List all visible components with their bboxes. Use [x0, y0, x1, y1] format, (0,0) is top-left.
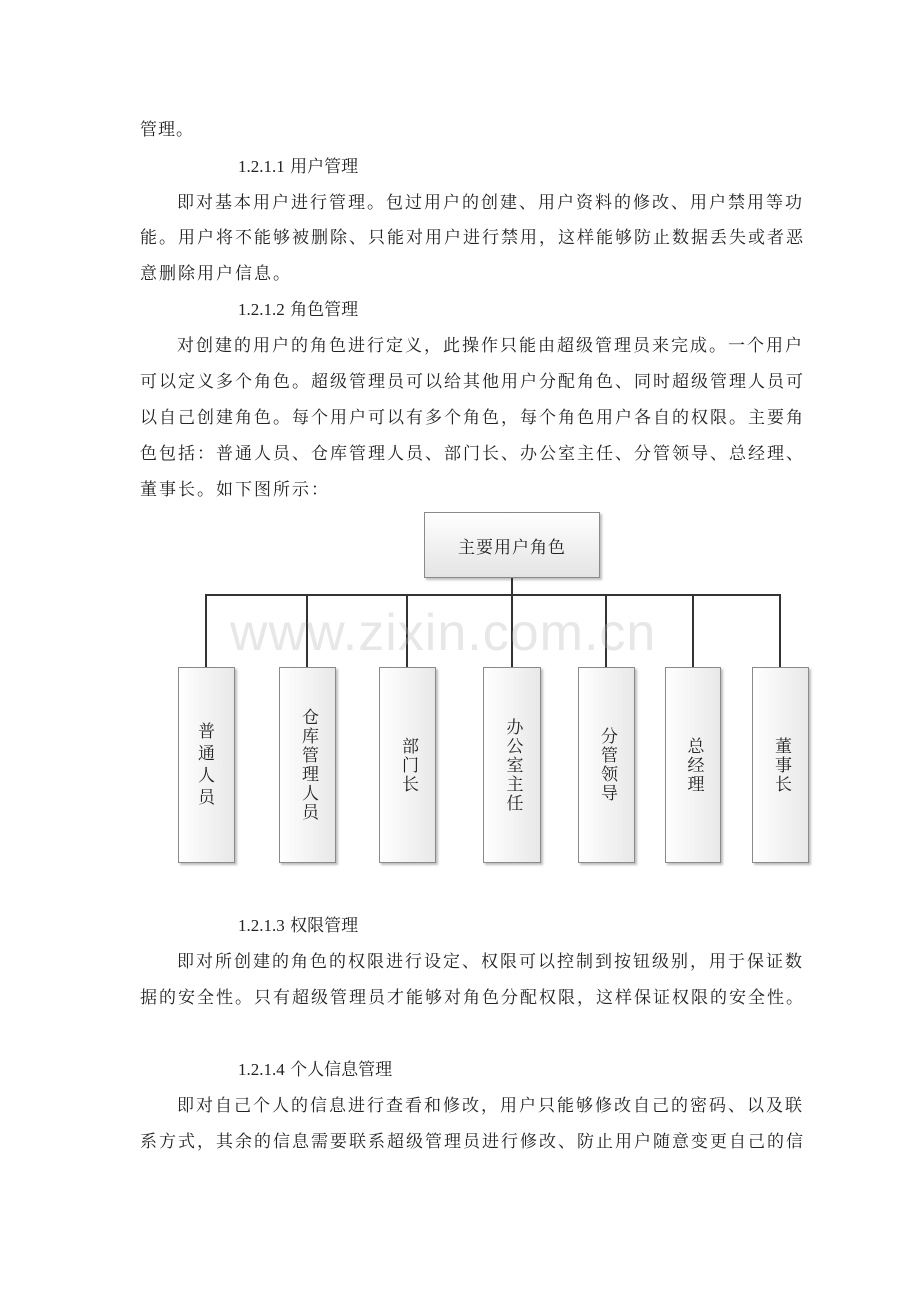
heading-number: 1.2.1.1	[238, 157, 285, 176]
paragraph-line: 能。用户将不能够被删除、只能对用户进行禁用，这样能够防止数据丢失或者恶	[140, 228, 805, 248]
org-chart-leaf	[752, 667, 809, 863]
leaf-label: 总经理	[683, 736, 704, 794]
paragraph-line: 董事长。如下图所示：	[140, 480, 330, 500]
heading-title: 权限管理	[290, 916, 359, 936]
leaf-label: 董事长	[771, 736, 791, 794]
org-chart-leaf	[279, 667, 336, 863]
leaf-label: 普通人员	[198, 722, 215, 808]
paragraph-line: 对创建的用户的角色进行定义，此操作只能由超级管理员来完成。一个用户	[177, 336, 804, 356]
section-heading-1-2-1-3	[238, 914, 358, 938]
org-chart-root: 主要用户角色	[424, 512, 600, 578]
paragraph-line: 系方式，其余的信息需要联系超级管理员进行修改、防止用户随意变更自己的信	[140, 1132, 805, 1152]
org-chart-leaf	[665, 667, 721, 863]
connector-line	[779, 594, 781, 667]
leaf-label: 分管领导	[597, 727, 617, 803]
org-chart-leaf	[578, 667, 635, 863]
org-chart-leaf	[178, 667, 235, 863]
paragraph-line: 即对所创建的角色的权限进行设定、权限可以控制到按钮级别，用于保证数	[177, 952, 804, 972]
org-chart-leaf	[483, 667, 541, 863]
paragraph-line: 意删除用户信息。	[140, 264, 292, 284]
leaf-label: 部门长	[398, 736, 418, 794]
paragraph-line: 据的安全性。只有超级管理员才能够对角色分配权限，这样保证权限的安全性。	[140, 988, 805, 1008]
leaf-label: 办公室主任	[502, 717, 523, 813]
org-chart-leaf	[379, 667, 436, 863]
heading-number: 1.2.1.4	[238, 1060, 285, 1079]
section-heading-1-2-1-2	[238, 298, 358, 322]
connector-line	[205, 594, 207, 667]
connector-line	[206, 594, 781, 596]
paragraph-line: 色包括：普通人员、仓库管理人员、部门长、办公室主任、分管领导、总经理、	[140, 444, 805, 464]
paragraph-line: 即对自己个人的信息进行查看和修改，用户只能够修改自己的密码、以及联	[177, 1096, 804, 1116]
leaf-label: 仓库管理人员	[298, 708, 318, 822]
heading-number: 1.2.1.3	[238, 916, 285, 935]
paragraph-line: 以自己创建角色。每个用户可以有多个角色，每个角色用户各自的权限。主要角	[140, 408, 805, 428]
section-heading-1-2-1-4	[238, 1058, 392, 1082]
paragraph-line: 即对基本用户进行管理。包过用户的创建、用户资料的修改、用户禁用等功	[177, 193, 804, 213]
heading-title: 用户管理	[290, 157, 359, 177]
section-heading-1-2-1-1	[238, 155, 358, 179]
heading-number: 1.2.1.2	[238, 300, 285, 319]
connector-line	[692, 594, 694, 667]
text-line: 管理。	[140, 120, 194, 140]
watermark: www.zixin.com.cn	[230, 604, 657, 662]
paragraph-line: 可以定义多个角色。超级管理员可以给其他用户分配角色、同时超级管理人员可	[140, 372, 805, 392]
heading-title: 角色管理	[290, 300, 359, 320]
heading-title: 个人信息管理	[290, 1060, 393, 1080]
connector-line	[511, 578, 513, 595]
